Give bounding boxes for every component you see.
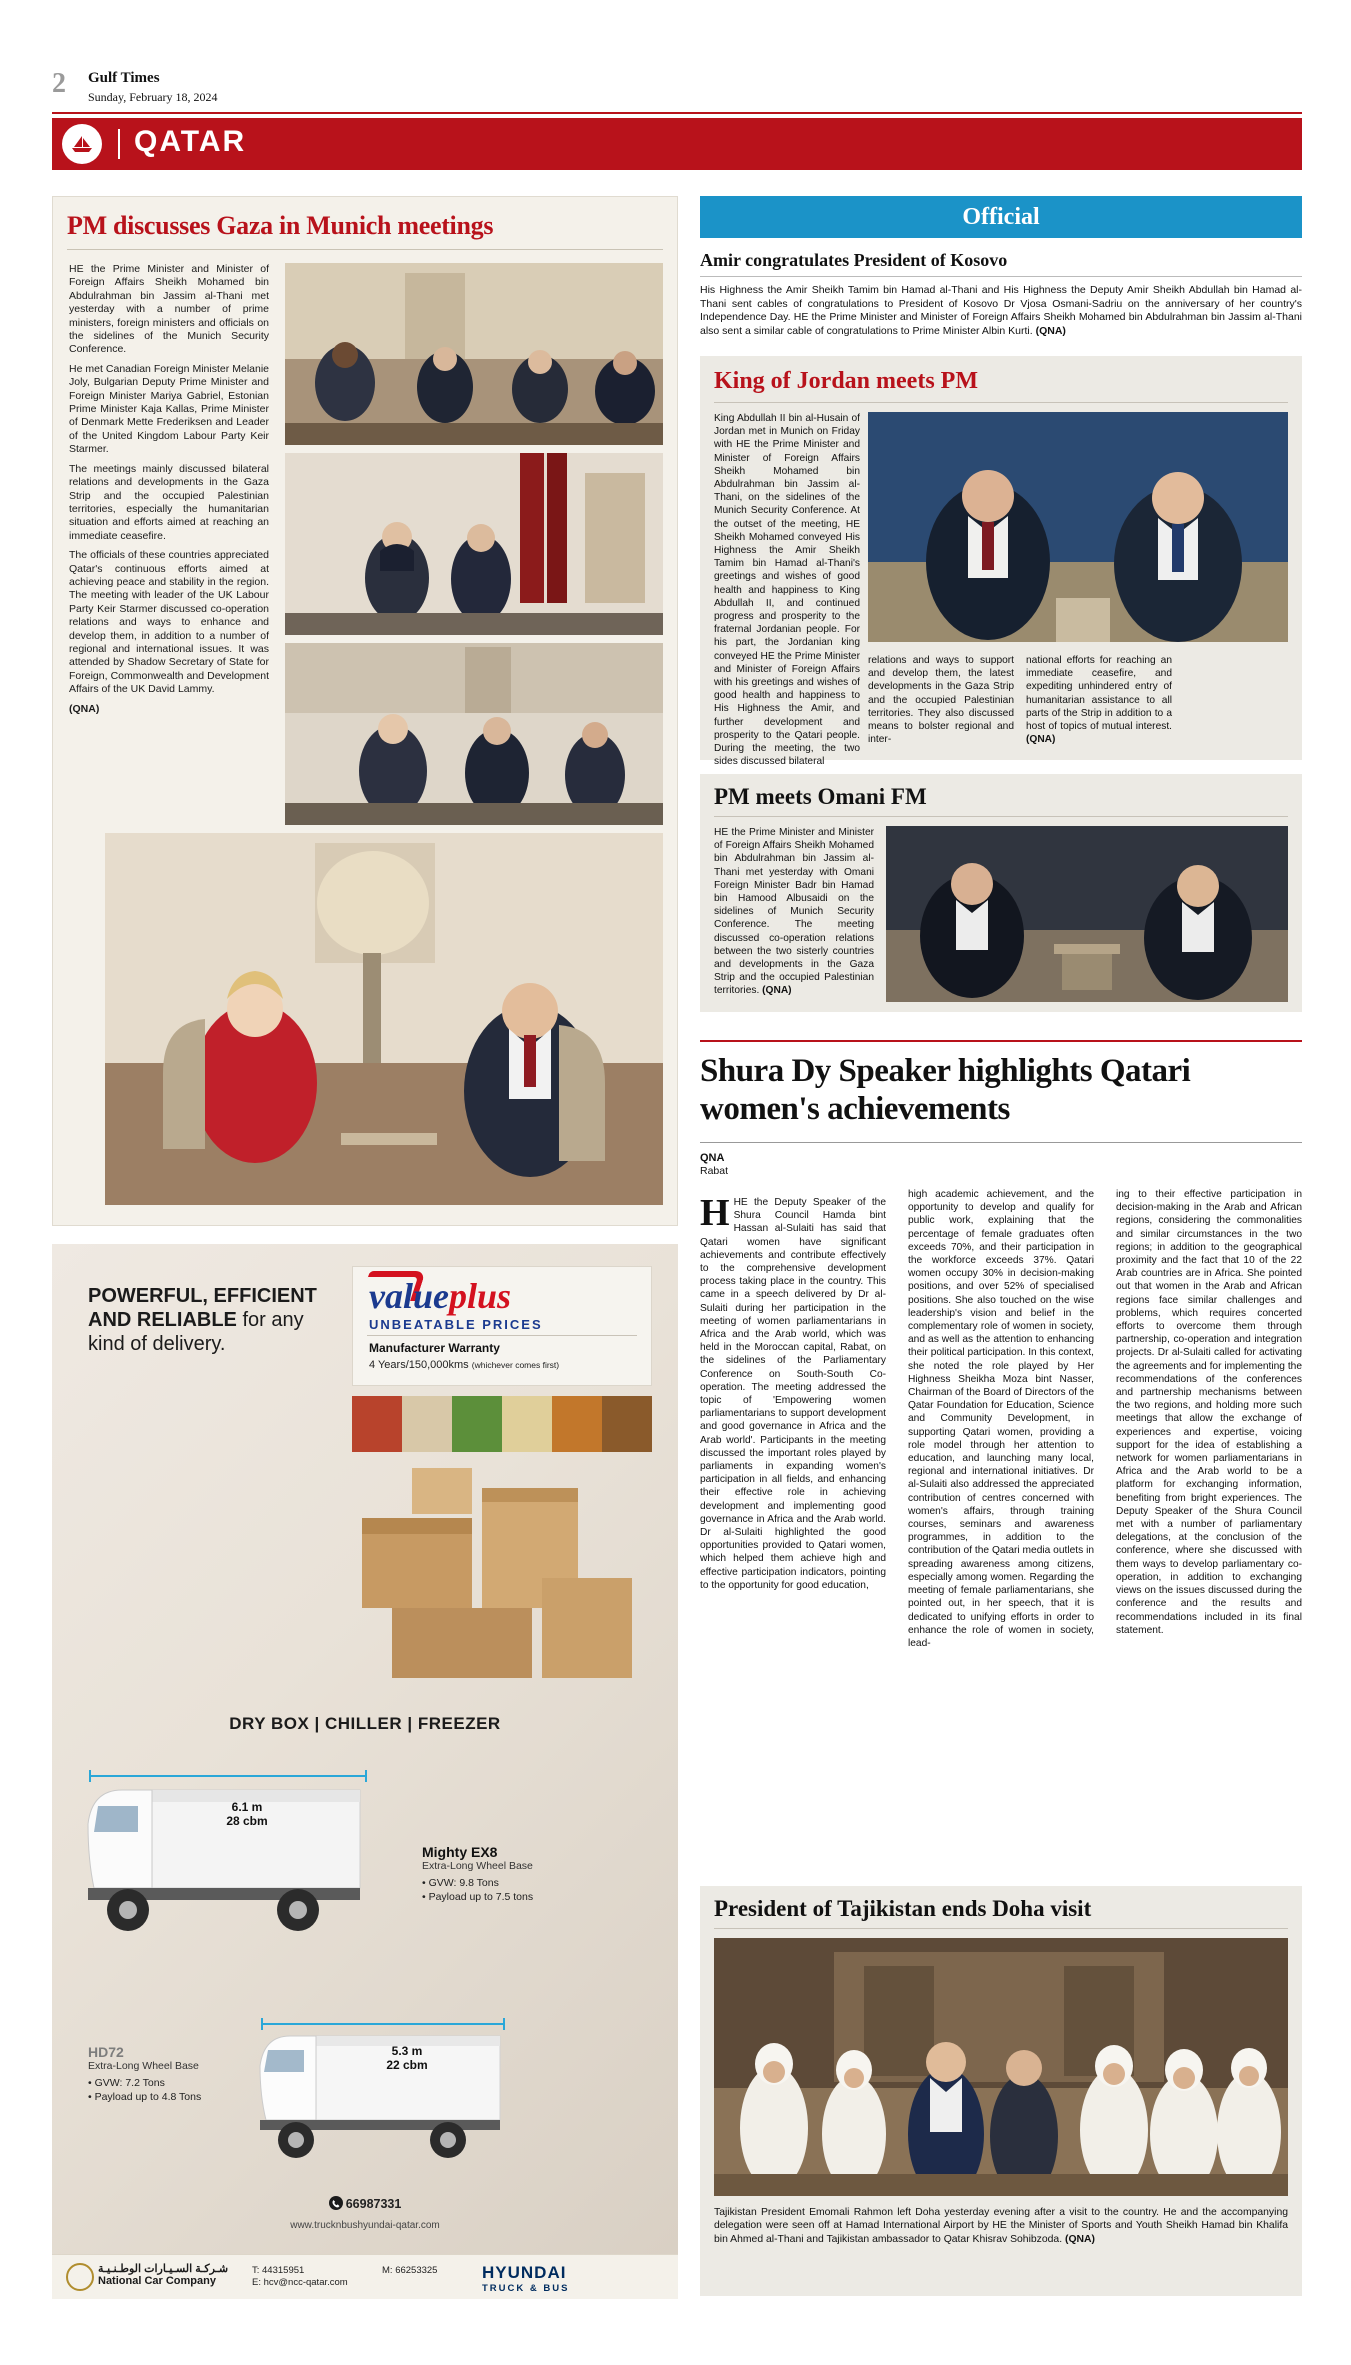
ncc-company-english: National Car Company (98, 2275, 216, 2287)
shura-top-rule (700, 1040, 1302, 1042)
ncc-seal-icon (66, 2263, 94, 2291)
king-jordan-story (700, 356, 1302, 768)
food-tile-bread (402, 1396, 452, 1452)
source-credit: (QNA) (1026, 734, 1056, 746)
ad-website[interactable]: www.trucknbushyundai-qatar.com (290, 2220, 440, 2231)
king-jordan-col3-text: national efforts for reaching an immediate ceasefire, and expediting unhindered entry of humanitarian assistance to all parts of the Strip in addition to a host of topics of mutual interest. (1026, 655, 1172, 733)
photo-3-art (285, 643, 663, 825)
shura-byline (700, 1152, 728, 1177)
truck1-spec-payload: • Payload up to 7.5 tons (422, 1891, 534, 1903)
truck1-dimensions (192, 1800, 302, 1828)
photo-1-art (285, 263, 663, 445)
truck2-volume: 22 cbm (386, 2058, 428, 2072)
amir-body-text: His Highness the Amir Sheikh Tamim bin Hamad al-Thani and His Highness the Deputy Amir Sheikh Abdullah bin Hamad al-Thani sent cables of congratulations to President of Kosovo Dr Vjosa Osmani-Sadriu on the anniversary of her country's Independence Day. HE the Prime Minister and Minister of Foreign Affairs Sheikh Mohamed bin Abdulrahman bin Jassim al-Thani also sent a similar cable of congratulations to Prime Minister Albin Kurti. (700, 284, 1302, 337)
ad-headline-bold: POWERFUL, EFFICIENT AND RELIABLE (88, 1285, 317, 1331)
masthead-rule (52, 112, 1302, 114)
ncc-company-arabic: شـركـة السـيـارات الوطـنـيـة (98, 2263, 229, 2275)
king-jordan-rule (714, 402, 1288, 403)
truck2-spec-gvw: • GVW: 7.2 Tons (88, 2077, 165, 2089)
section-divider (118, 129, 120, 159)
ad-canvas (52, 1244, 678, 2254)
shura-column-1 (700, 1192, 886, 1592)
warranty-note: (whichever comes first) (471, 1360, 560, 1370)
page-number: 2 (52, 68, 66, 99)
tajikistan-photo-art (714, 1938, 1288, 2196)
official-banner (700, 196, 1302, 238)
source-credit: (QNA) (1035, 324, 1066, 337)
food-tile-vegetables (452, 1396, 502, 1452)
paragraph: The officials of these countries appreciated Qatar's continuous efforts aimed at achieving peace and stability in the region. The meeting with leader of the UK Labour Party Keir Starmer discussed co-operation relations and ways to enhance and develop them, in addition to a number of regional and international issues. It was attended by Shadow Secretary of State for Foreign, Commonwealth and Development Affairs of the UK David Lammy. (69, 549, 269, 696)
hyundai-wordmark: HYUNDAI (482, 2263, 567, 2282)
king-jordan-col-3 (1026, 654, 1172, 746)
ad-phone-number[interactable]: 66987331 (345, 2197, 402, 2211)
photo-king-jordan-meeting (868, 412, 1288, 642)
omani-photo-art (886, 826, 1288, 1002)
warranty-detail (369, 1359, 559, 1371)
truck2-spec-payload: • Payload up to 4.8 Tons (88, 2091, 202, 2103)
ad-phone-row[interactable] (52, 2196, 678, 2211)
brand-value: value (369, 1276, 449, 1316)
brand-tagline: UNBEATABLE PRICES (369, 1317, 543, 1332)
food-tile-grains (602, 1396, 652, 1452)
source-credit: (QNA) (1064, 2233, 1095, 2245)
amir-rule (700, 276, 1302, 277)
truck2-variant: Extra-Long Wheel Base (88, 2060, 199, 2072)
truck-mighty-ex8-image (80, 1764, 410, 1954)
shura-column-2: high academic achievement, and the opportunity to develop and qualify for public work, explaining that the percentage of female graduates often exceeds 70%, and their participation in the workforce exceeds 37%. Qatari women occupy 30% in decision-making positions, and over 52% of specialised positions. She also touched on the wise leadership's vision and belief in the complementary role of women in society, and as well as the attention to enhancing their political participation. In this context, she noted the role played by Her Highness Sheikha Moza bint Nasser, Chairman of the Board of Directors of the Qatar Foundation for Education, Science and Community Development, in supporting Qatari women, providing a role model through her attention to education, and launching many local, regional and international initiatives. Dr al-Sulaiti also addressed the appreciated contribution of centres concerned with women's affairs, through training courses, seminars and awareness programmes, in addition to the contribution of the Qatari media outlets in spreading awareness among citizens, especially among women. Regarding the meeting of female parliamentarians, she pointed out, in her speech, that it is dedicated to unifying efforts in order to enhance the role of women in society, lead- (908, 1189, 1094, 1649)
ncc-email[interactable]: E: hcv@ncc-qatar.com (252, 2277, 348, 2288)
warranty-title: Manufacturer Warranty (369, 1341, 500, 1355)
omani-fm-headline: PM meets Omani FM (714, 784, 927, 809)
amir-kosovo-body (700, 284, 1302, 338)
photo-2-art (285, 453, 663, 635)
paragraph: The meetings mainly discussed bilateral relations and developments in the Gaza Strip and the occupied Palestinian territories, especially the humanitarian situation and efforts aimed at reaching an immediate ceasefire. (69, 462, 269, 542)
publication-title: Gulf Times (88, 70, 160, 86)
hyundai-sub: TRUCK & BUS (482, 2283, 570, 2294)
shura-col1-text: HE the Deputy Speaker of the Shura Council Hamda bint Hassan al-Sulaiti has said that Qatari women have significant achievements and contribute effectively to the comprehensive development process taking place in the country. This came in a speech delivered by Dr al-Sulaiti during her participation in the meeting of women parliamentarians in Africa and the Arab world, which was held in the Moroccan capital, Rabat, on the sidelines of the Parliamentary Conference on South-South Co-operation. The meeting addressed the topic of 'Empowering women parliamentarians to support development and good governance in Africa and the Arab world'. Participants in the meeting discussed the important roles played by parliaments in expanding women's participation in all fields, and enhancing their effective role in achieving development and implementing good governance in Africa and the Arab world. Dr al-Sulaiti highlighted the good opportunities provided to Qatari women, which helped them achieve high and effective participation indicators, pointing to the opportunity for good education, (700, 1197, 886, 1591)
pm-munich-story (52, 196, 678, 1226)
omani-rule (714, 816, 1288, 817)
truck2-specs (88, 2044, 308, 2104)
ad-modes-label: DRY BOX | CHILLER | FREEZER (229, 1714, 501, 1733)
king-jordan-col-1: King Abdullah II bin al-Husain of Jordan met in Munich on Friday with HE the Prime Minister and Minister of Foreign Affairs Sheikh Mohamed bin Abdulrahman bin Jassim al-Thani, on the sidelines of the Munich Security Conference. At the outset of the meeting, HE Sheikh Mohamed conveyed His Highness the Amir Sheikh Tamim bin Hamad al-Thani's greetings and wishes of good health and happiness to King Abdullah II, and continued progress and prosperity to the fraternal Jordanian people. For his part, the Jordanian king conveyed HE the Prime Minister and Minister of Foreign Affairs with his greetings and wishes of good health and happiness to His Highness the Amir, and further development and prosperity to the Qatari people. During the meeting, the two sides discussed bilateral (714, 413, 860, 768)
valueplus-wordmark (369, 1275, 511, 1317)
official-banner-label: Official (962, 204, 1040, 230)
photo-omani-fm-meeting (886, 826, 1288, 1002)
ncc-contact[interactable] (252, 2265, 348, 2289)
ad-headline (88, 1284, 328, 1356)
truck1-specs (422, 1844, 662, 1904)
source-credit: (QNA) (762, 985, 792, 997)
truck2-dimensions (352, 2044, 462, 2072)
advertisement[interactable] (52, 1244, 678, 2299)
truck2-length: 5.3 m (391, 2044, 423, 2058)
phone-icon (329, 2196, 343, 2210)
pm-munich-body (69, 263, 269, 722)
ncc-company (98, 2263, 228, 2287)
photo-munich-meeting-2 (285, 453, 663, 635)
truck1-variant: Extra-Long Wheel Base (422, 1860, 533, 1872)
tajikistan-story (700, 1886, 1302, 2296)
omani-fm-story (700, 774, 1302, 1012)
shura-headline: Shura Dy Speaker highlights Qatari women's achievements (700, 1053, 1191, 1127)
brand-plus: plus (448, 1276, 512, 1316)
food-tile-dairy (502, 1396, 552, 1452)
king-jordan-photo-art (868, 412, 1288, 642)
section-banner (52, 118, 1302, 170)
shura-bottom-rule (700, 1142, 1302, 1143)
photo-munich-meeting-4 (105, 833, 663, 1205)
pm-munich-headline: PM discusses Gaza in Munich meetings (67, 211, 494, 240)
tajikistan-headline: President of Tajikistan ends Doha visit (714, 1896, 1092, 1921)
truck1-length: 6.1 m (231, 1800, 263, 1814)
tajikistan-rule (714, 1928, 1288, 1929)
headline-rule (67, 249, 663, 250)
paragraph: He met Canadian Foreign Minister Melanie Joly, Bulgarian Deputy Prime Minister and Foreign Minister Mariya Gabriel, Estonian Prime Minister Kaja Kallas, Prime Minister of Denmark Mette Frederiksen and Leader of the United Kingdom Labour Party Keir Starmer. (69, 362, 269, 456)
photo-tajikistan-departure (714, 1938, 1288, 2196)
omani-fm-body (714, 826, 874, 998)
parcel-boxes-art (352, 1458, 652, 1698)
valueplus-logo-card (352, 1266, 652, 1386)
shura-column-3: ing to their effective participation in decision-making in the Arab and African regions, considering the commonalities and similar circumstances in the two regions; in addition to the geographical proximity and the fact that 10 of the 22 Arab countries are in Africa. She pointed out that women in the Arab and African regions face similar challenges and problems, which requires concerted efforts to overcome them through partnership, co-operation and integration projects. Dr al-Sulaiti called for activating the agreements and for implementing the recommendations of the conferences and partnership mechanisms between the two regions, and holding more such meetings that allow the exchange of experiences and expertise, voicing support for the idea of establishing a network for women parliamentarians in Africa and the Arab world to be a platform for exchanging information, benefiting from bright experiences. The Deputy Speaker of the Shura Council met with a number of parliamentary delegations, at the conclusion of the conference, where she discussed with them ways to develop parliamentary co-operation, in addition to exchanging views on the issues discussed during the conference and the results and recommendations included in its final statement. (1116, 1189, 1302, 1636)
hyundai-logo (482, 2263, 569, 2294)
truck2-model: HD72 (88, 2044, 124, 2060)
ad-footer (52, 2254, 678, 2299)
ncc-mobile-wrap[interactable] (382, 2265, 437, 2277)
truck1-spec-gvw: • GVW: 9.8 Tons (422, 1877, 499, 1889)
truck1-model: Mighty EX8 (422, 1844, 498, 1860)
section-title: QATAR (134, 125, 247, 158)
dropcap: H (700, 1192, 730, 1234)
king-jordan-headline: King of Jordan meets PM (714, 368, 978, 394)
king-jordan-col-2: relations and ways to support and develop them, the latest developments in the Gaza Strip and the occupied Palestinian territories. They also discussed means to bolster regional and inter- (868, 655, 1014, 746)
source-credit: (QNA) (69, 702, 100, 715)
omani-body-text: HE the Prime Minister and Minister of Foreign Affairs Sheikh Mohamed bin Abdulrahman bin Jassim al-Thani met yesterday with Omani Foreign Minister Badr bin Hamad bin Hamood Albusaidi on the sidelines of Munich Security Conference. The meeting discussed co-operation relations between the two sisterly countries and developments in the Gaza Strip and the occupied Palestinian territories. (714, 827, 874, 997)
paragraph: HE the Prime Minister and Minister of Foreign Affairs Sheikh Mohamed bin Abdulrahman bin Jassim al-Thani met yesterday with a number of prime ministers, foreign ministers and officials on the sidelines of the Munich Security Conference. (69, 263, 269, 356)
warranty-value: 4 Years/150,000kms (369, 1359, 469, 1371)
photo-munich-meeting-3 (285, 643, 663, 825)
food-tile-meat (352, 1396, 402, 1452)
food-images-strip (352, 1396, 652, 1452)
ad-headline-sub: for any kind of delivery. (88, 1309, 304, 1355)
photo-munich-meeting-1 (285, 263, 663, 445)
ncc-telephone[interactable]: T: 44315951 (252, 2265, 305, 2276)
dhow-boat-svg (70, 135, 94, 153)
food-tile-spices (552, 1396, 602, 1452)
amir-kosovo-headline: Amir congratulates President of Kosovo (700, 250, 1008, 270)
ncc-mobile[interactable]: M: 66253325 (382, 2265, 438, 2276)
dhow-boat-icon (62, 124, 102, 164)
vp-divider (367, 1335, 637, 1336)
publication-date: Sunday, February 18, 2024 (88, 90, 218, 104)
masthead (52, 68, 1302, 108)
photo-4-art (105, 833, 663, 1205)
byline-location: Rabat (700, 1165, 729, 1177)
truck1-volume: 28 cbm (226, 1814, 268, 1828)
tajikistan-caption (714, 2206, 1288, 2246)
caption-text: Tajikistan President Emomali Rahmon left Doha yesterday evening after a visit to the country. He and the accompanying delegation were seen off at Hamad International Airport by HE the Minister of Sports and Youth Sheikh Hamad bin Khalifa bin Ahmed al-Thani and Tajikistan ambassador to Qatar Khisrav Sohibzoda. (714, 2207, 1288, 2245)
byline-agency: QNA (700, 1152, 725, 1164)
